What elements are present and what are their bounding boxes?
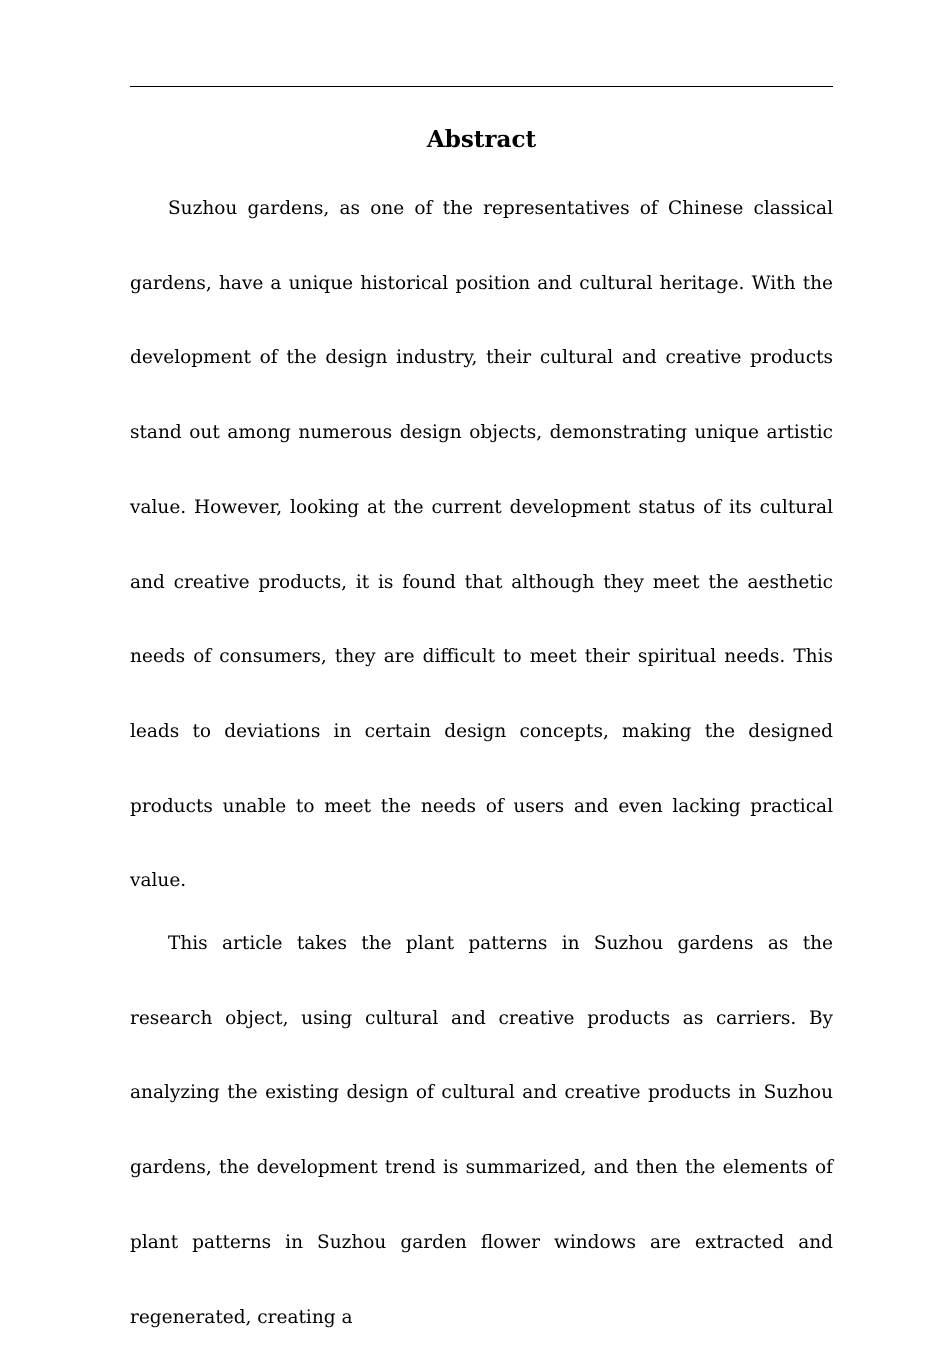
abstract-paragraph-1: Suzhou gardens, as one of the representatives of Chinese classical gardens, have a unique historical position and cultural heritage. With the development of the design industry, their cultural and creative products stand out among numerous design objects, demonstrating unique artistic value. However, looking at the current development status of its cultural and creative products, it is found that although they meet the aesthetic needs of consumers, they are difficult to meet their spiritual needs. This leads to deviations in certain design concepts, making the designed products unable to meet the needs of users and even lacking practical value.	[130, 198, 833, 892]
header-rule	[130, 86, 833, 87]
abstract-body	[130, 172, 833, 1355]
abstract-paragraph-2: This article takes the plant patterns in Suzhou gardens as the research object, using cultural and creative products as carriers. By analyzing the existing design of cultural and creative products in Suzhou gardens, the development trend is summarized, and then the elements of plant patterns in Suzhou garden flower windows are extracted and regenerated, creating a	[130, 933, 833, 1328]
page-title: Abstract	[426, 126, 537, 153]
